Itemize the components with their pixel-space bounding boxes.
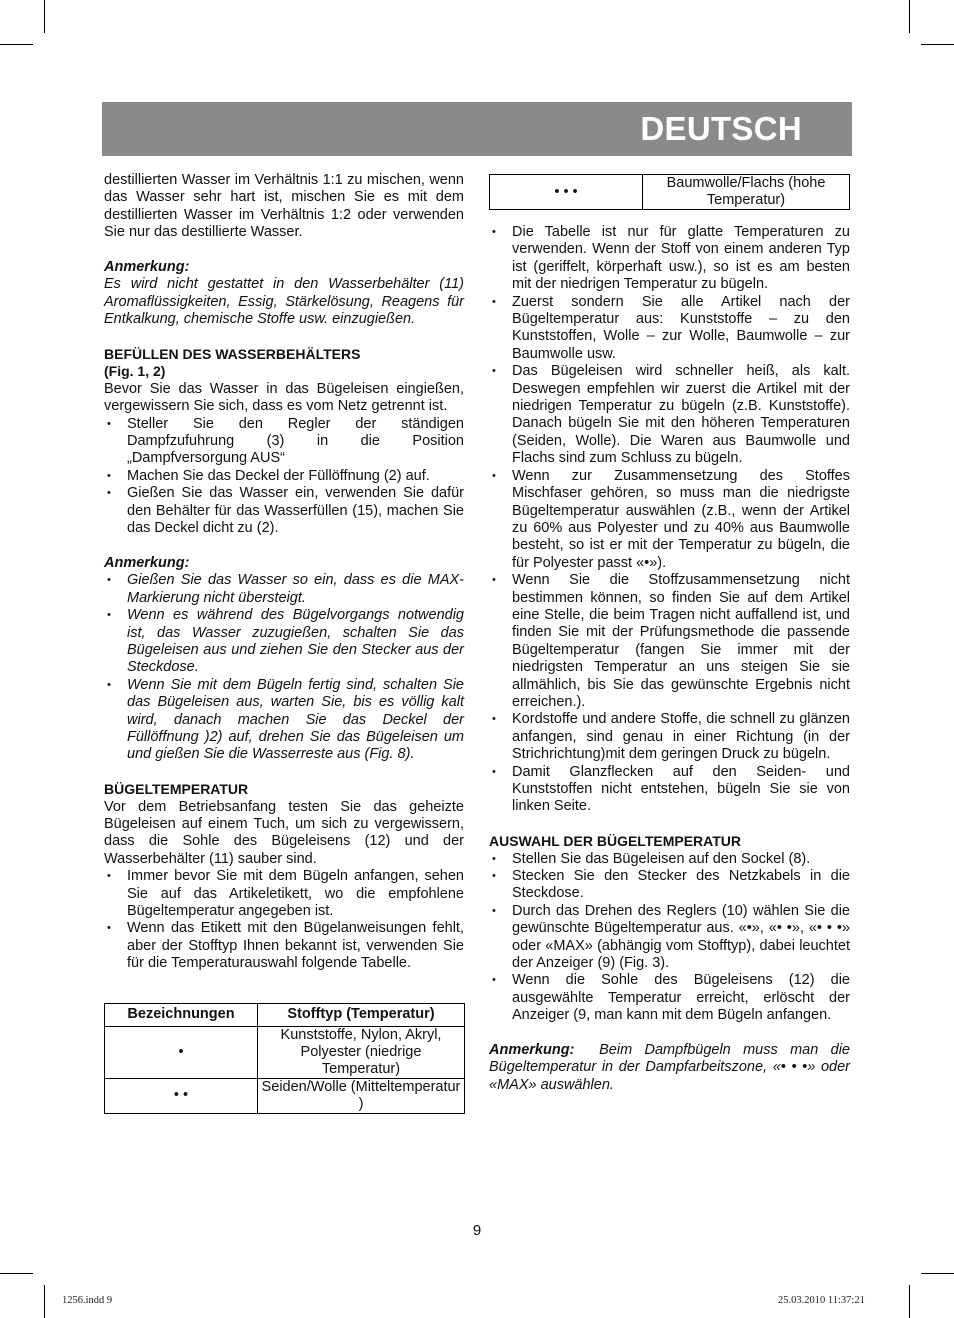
list-item: • Damit Glanzflecken auf den Seiden- und Kunststoffen nicht entstehen, bügeln Sie sie von linken Seite. (489, 764, 850, 816)
list-item: • Stellen Sie das Bügeleisen auf den Sockel (8). (489, 851, 850, 868)
crop-mark (921, 1273, 954, 1274)
temp-list (104, 868, 464, 972)
table-cell-fabric: Kunststoffe, Nylon, Akryl, Polyester (niedrige Temperatur) (258, 1026, 465, 1078)
crop-mark (909, 1285, 910, 1318)
list-item: • Immer bevor Sie mit dem Bügeln anfangen, sehen Sie auf das Artikeletikett, wo die empfohlene Bügeltemperatur angegeben ist. (104, 868, 464, 920)
crop-mark (44, 0, 45, 33)
page-title: DEUTSCH (640, 110, 802, 147)
list-item: • Kordstoffe und andere Stoffe, die schnell zu glänzen anfangen, sind genau in einer Richtung (in der Strichrichtung)mit dem geringen Druck zu bügeln. (489, 711, 850, 763)
list-item: • Durch das Drehen des Reglers (10) wählen Sie die gewünschte Bügeltemperatur aus. «•», «• •», «• • •» oder «MAX» (abhängig vom Stofftyp), dabei leuchtet der Anzeiger (9) (Fig. 3). (489, 903, 850, 973)
fill-list (104, 416, 464, 538)
table-header-fabric: Stofftyp (Temperatur) (258, 1003, 465, 1026)
note-text: Es wird nicht gestattet in den Wasserbehälter (11) Aromaflüssigkeiten, Essig, Stärkelösung, Reagens für Entkalkung, chemische Stoffe usw. einzugießen. (104, 276, 464, 328)
page-number: 9 (472, 1222, 482, 1239)
note-label: Anmerkung: (104, 554, 190, 571)
list-item: • Machen Sie das Deckel der Füllöffnung (2) auf. (104, 468, 464, 485)
crop-mark (44, 1285, 45, 1318)
table-cell-fabric: Seiden/Wolle (Mitteltemperatur ) (258, 1078, 465, 1113)
section-fig-ref: (Fig. 1, 2) (104, 363, 166, 380)
note-label: Anmerkung: (104, 259, 190, 276)
note-text: Beim Dampfbügeln muss man die Bügeltemperatur in der Dampfarbeitszone, «• • •» oder «MAX» auswählen. (489, 1042, 850, 1093)
list-item: • Das Bügeleisen wird schneller heiß, als kalt. Deswegen empfehlen wir zuerst die Artikel mit der niedrigen Temperatur zu bügeln (z.B. Kunststoffe). Danach bügeln Sie mit den höheren Temperaturen (Seiden, Wolle). Die Waren aus Baumwolle und Flachs sind zum Schluss zu bügeln. (489, 363, 850, 467)
section-heading-select: AUSWAHL DER BÜGELTEMPERATUR (489, 833, 741, 850)
list-item: • Wenn zur Zusammensetzung des Stoffes Mischfaser gehören, so muss man die niedrigste Bügeltemperatur auswählen (z.B., wenn der Artikel zu 60% aus Polyester und zu 40% aus Baumwolle besteht, so ist er mit der Temperatur zu bügeln, die für Polyester passt «•»). (489, 468, 850, 572)
list-item: • Gießen Sie das Wasser ein, verwenden Sie dafür den Behälter für das Wasserfüllen (15), machen Sie das Deckel dicht zu (2). (104, 485, 464, 537)
table-cell-symbol: • • (105, 1078, 258, 1113)
section-heading-temp: BÜGELTEMPERATUR (104, 781, 249, 798)
ironing-tips-list (489, 224, 850, 816)
list-item: • Zuerst sondern Sie alle Artikel nach der Bügeltemperatur aus: Kunststoffe – zu den Kunststoffen, Wolle – zur Wolle, Baumwolle – zur Baumwolle usw. (489, 294, 850, 364)
list-item: • Wenn es während des Bügelvorgangs notwendig ist, das Wasser zuzugießen, schalten Sie das Bügeleisen aus und ziehen Sie den Stecker aus der Steckdose. (104, 607, 464, 677)
list-item: • Die Tabelle ist nur für glatte Temperaturen zu verwenden. Wenn der Stoff von einem anderen Typ ist (geriffelt, körperhaft usw.), so ist es am besten mit der niedrigen Temperatur zu bügeln. (489, 224, 850, 294)
intro-paragraph: destillierten Wasser im Verhältnis 1:1 zu mischen, wenn das Wasser sehr hart ist, mischen Sie es mit dem destillierten Wasser im Verhältnis 1:2 oder verwenden Sie nur das destillierte Wasser. (104, 172, 464, 241)
list-item: • Wenn Sie die Stoffzusammensetzung nicht bestimmen können, so finden Sie auf dem Artikel eine Stelle, die beim Tragen nicht auffallend ist, und finden Sie mit der Prüfungsmethode die passende Bügeltemperatur (fangen Sie immer mit der niedrigsten Temperatur an uns steigen Sie sie allmählich, bis Sie das gewünschte Ergebnis nicht erreichen.). (489, 572, 850, 711)
list-item: • Stecken Sie den Stecker des Netzkabels in die Steckdose. (489, 868, 850, 903)
crop-mark (0, 44, 33, 45)
footer-timestamp: 25.03.2010 11:37:21 (778, 1295, 865, 1306)
list-item: • Wenn das Etikett mit den Bügelanweisungen fehlt, aber der Stofftyp Ihnen bekannt ist, verwenden Sie für die Temperaturauswahl folgende Tabelle. (104, 920, 464, 972)
list-item: • Wenn Sie mit dem Bügeln fertig sind, schalten Sie das Bügeleisen aus, warten Sie, bis es völlig kalt wird, danach machen Sie das Deckel der Füllöffnung )2) auf, drehen Sie das Bügeleisen um und gießen Sie die Wasserreste aus (Fig. 8). (104, 677, 464, 764)
table-cell-symbol: • (105, 1026, 258, 1078)
fill-intro: Bevor Sie das Wasser in das Bügeleisen eingießen, vergewissern Sie sich, dass es vom Netz getrennt ist. (104, 380, 464, 415)
temperature-table-continued (489, 174, 850, 210)
select-list (489, 851, 850, 1025)
table-cell-fabric: Baumwolle/Flachs (hohe Temperatur) (643, 175, 850, 210)
crop-mark (921, 44, 954, 45)
temp-intro: Vor dem Betriebsanfang testen Sie das geheizte Bügeleisen auf einem Tuch, um sich zu vergewissern, dass die Sohle des Bügeleisens (12) und der Wasserbehälter (11) sauber sind. (104, 798, 464, 867)
crop-mark (0, 1273, 33, 1274)
table-cell-symbol: • • • (490, 175, 643, 210)
list-item: • Steller Sie den Regler der ständigen Dampfzufuhrung (3) in die Position „Dampfversorgung AUS“ (104, 416, 464, 468)
section-heading-fill: BEFÜLLEN DES WASSERBEHÄLTERS (104, 346, 361, 363)
list-item: • Gießen Sie das Wasser so ein, dass es die MAX-Markierung nicht übersteigt. (104, 572, 464, 607)
crop-mark (909, 0, 910, 33)
left-column (104, 172, 464, 1114)
note-list (104, 572, 464, 763)
right-column (489, 174, 850, 1094)
temperature-table (104, 1003, 465, 1114)
final-note (489, 1042, 850, 1094)
note-label: Anmerkung: (489, 1042, 575, 1059)
footer-file: 1256.indd 9 (62, 1295, 113, 1306)
list-item: • Wenn die Sohle des Bügeleisens (12) die ausgewählte Temperatur erreicht, erlöscht der Anzeiger (9, man kann mit dem Bügeln anfangen. (489, 972, 850, 1024)
header-banner (102, 102, 852, 156)
table-header-symbol: Bezeichnungen (105, 1003, 258, 1026)
